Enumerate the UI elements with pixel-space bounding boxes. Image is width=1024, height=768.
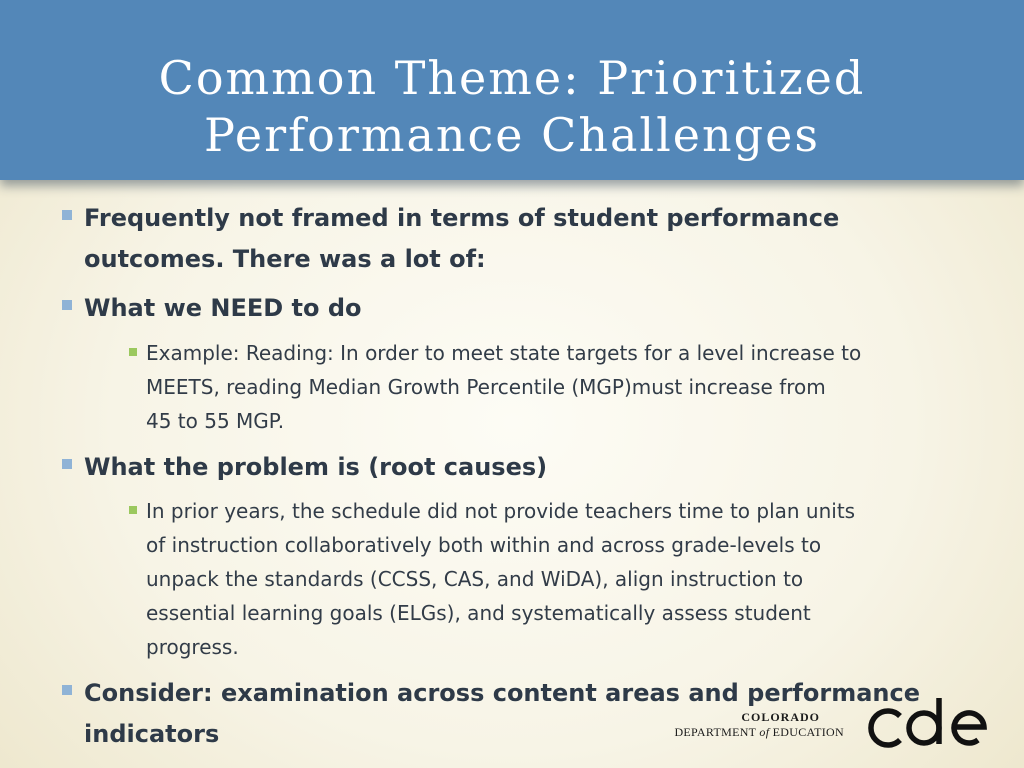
cde-logo — [674, 696, 994, 756]
bullet-what-we-need-to-do: What we NEED to do — [84, 294, 362, 322]
logo-state-text: COLORADO — [741, 710, 820, 724]
sub-bullet-square-icon — [129, 506, 137, 514]
bullet-square-icon — [62, 300, 72, 310]
bullet-square-icon — [62, 685, 72, 695]
cde-logo-mark-icon — [860, 696, 990, 752]
bullet-square-icon — [62, 210, 72, 220]
bullet-consider-examination: Consider: examination across content areas and performance indicators — [84, 679, 920, 748]
slide-title-line-2: Performance Challenges — [204, 108, 820, 162]
slide-title-line-1: Common Theme: Prioritized — [158, 51, 866, 105]
bullet-frequently-not-framed: Frequently not framed in terms of student performance outcomes. There was a lot of: — [84, 204, 840, 273]
sub-bullet-reading-example: Example: Reading: In order to meet state targets for a level increase to MEETS, reading Median Growth Percentile (MGP)must increase from 45 to 55 MGP. — [146, 341, 862, 433]
bullet-square-icon — [62, 459, 72, 469]
sub-bullet-schedule-explanation: In prior years, the schedule did not provide teachers time to plan units of instruction collaboratively both within and across grade-levels to unpack the standards (CCSS, CAS, and WiDA), align instruction to essential learning goals (ELGs), and systematically assess student progress. — [146, 499, 856, 659]
logo-department-text: DEPARTMENT of EDUCATION — [674, 725, 844, 739]
sub-bullet-square-icon — [129, 348, 137, 356]
bullet-root-causes: What the problem is (root causes) — [84, 453, 548, 481]
